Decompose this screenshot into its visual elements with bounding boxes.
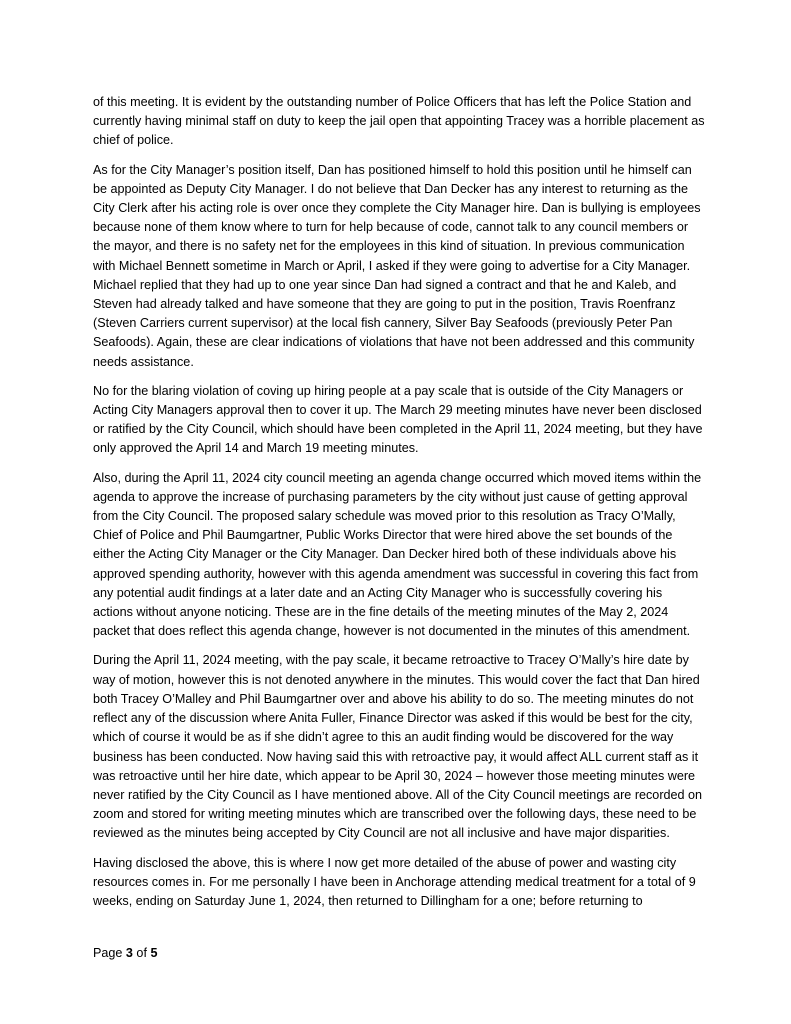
page-number-total: 5 — [150, 946, 158, 960]
page-footer — [93, 944, 157, 963]
paragraph-1: of this meeting. It is evident by the outstanding number of Police Officers that has left the Police Station and currently having minimal staff on duty to keep the jail open that appointing Tracey was a horrible placement as chief of police. — [93, 95, 705, 148]
page-number-prefix: Page — [93, 946, 126, 960]
paragraph-4: Also, during the April 11, 2024 city council meeting an agenda change occurred which moved items within the agenda to approve the increase of purchasing parameters by the city without just cause of getting approval from the City Council. The proposed salary schedule was moved prior to this resolution as Tracy O’Mally, Chief of Police and Phil Baumgartner, Public Works Director that were hired above the set bounds of the either the Acting City Manager or the City Manager. Dan Decker hired both of these individuals above his approved spending authority, however with this agenda amendment was successful in covering this fact from any potential audit findings at a later date and an Acting City Manager who is successfully covering his actions without anyone noticing. These are in the fine details of the meeting minutes of the May 2, 2024 packet that does reflect this agenda change, however is not documented in the minutes of this amendment. — [93, 470, 702, 639]
paragraph-2: As for the City Manager’s position itself, Dan has positioned himself to hold this position until he himself can be appointed as Deputy City Manager. I do not believe that Dan Decker has any interest to returning as the City Clerk after his acting role is over once they complete the City Manager hire. Dan is bullying is employees because none of them know where to turn for help because of code, cannot talk to any council members or the mayor, and there is no safety net for the employees in this kind of situation. In previous communication with Michael Bennett sometime in March or April, I asked if they were going to advertise for a City Manager. Michael replied that they had up to one year since Dan had signed a contract and that he and Kaleb, and Steven had already talked and have someone that they are going to put in the position, Travis Roenfranz (Steven Carriers current supervisor) at the local fish cannery, Silver Bay Seafoods (previously Peter Pan Seafoods). Again, these are clear indications of violations that have not been addressed and this community needs assistance. — [93, 162, 701, 369]
page-number-current: 3 — [125, 946, 133, 960]
paragraph-3: No for the blaring violation of coving up hiring people at a pay scale that is outside of the City Managers or Acting City Managers approval then to cover it up. The March 29 meeting minutes have never been disclosed or ratified by the City Council, which should have been completed in the April 11, 2024 meeting, but they have only approved the April 14 and March 19 meeting minutes. — [93, 383, 703, 456]
page-number-separator: of — [132, 946, 151, 960]
paragraph-6: Having disclosed the above, this is where I now get more detailed of the abuse of power and wasting city resources comes in. For me personally I have been in Anchorage attending medical treatment for a total of 9 weeks, ending on Saturday June 1, 2024, then returned to Dillingham for a one; before returning to — [93, 855, 696, 908]
paragraph-5: During the April 11, 2024 meeting, with the pay scale, it became retroactive to Tracey O’Mally’s hire date by way of motion, however this is not denoted anywhere in the minutes. This would cover the fact that Dan hired both Tracey O’Malley and Phil Baumgartner over and above his ability to do so. The meeting minutes do not reflect any of the discussion where Anita Fuller, Finance Director was asked if this would be best for the city, which of course it would be as if she didn’t agree to this an audit finding would be discovered for the way business has been conducted. Now having said this with retroactive pay, it would affect ALL current staff as it was retroactive until her hire date, which appear to be April 30, 2024 – however those meeting minutes were never ratified by the City Council as I have mentioned above. All of the City Council meetings are recorded on zoom and stored for writing meeting minutes which are transcribed over the following days, these need to be reviewed as the minutes being accepted by City Council are not all inclusive and have major disparities. — [93, 653, 703, 841]
document-body — [93, 93, 705, 921]
